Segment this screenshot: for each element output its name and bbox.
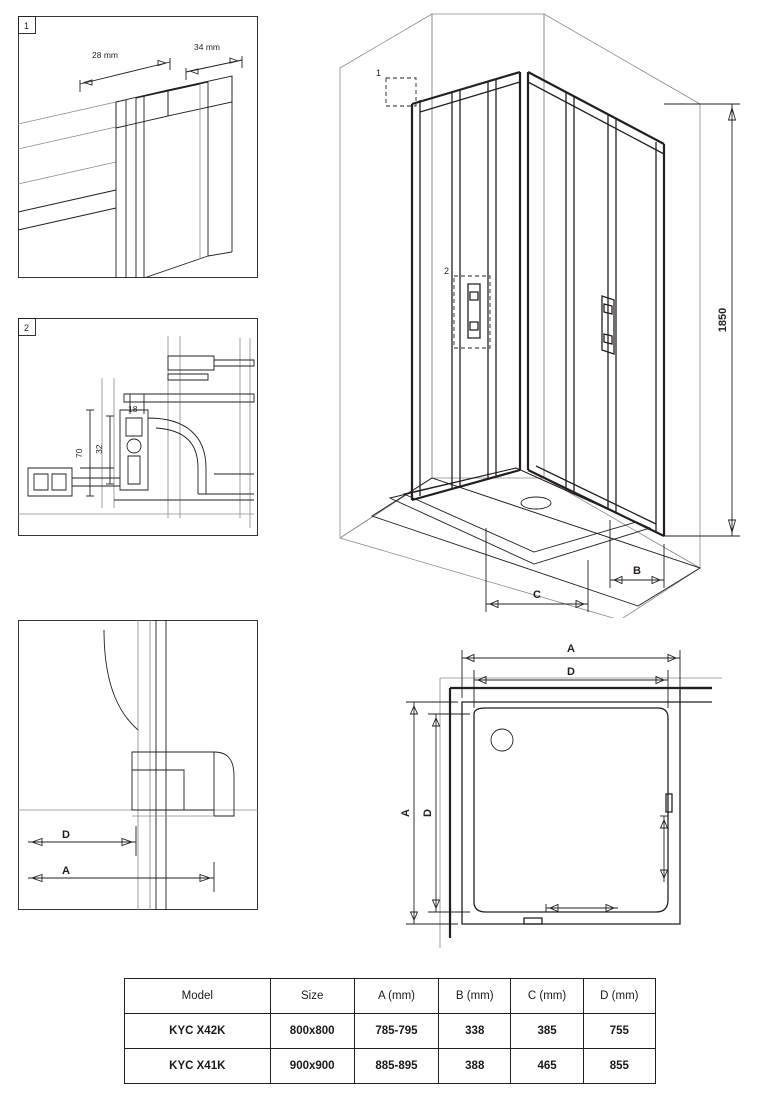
detail-2-dim-18: 18 [128,404,138,414]
table-header-c: C (mm) [511,979,583,1014]
spec-table [124,978,656,1084]
main-callout-2: 2 [444,266,450,276]
table-cell-c: 385 [511,1014,583,1049]
main-dim-1850: 1850 [717,307,729,333]
table-cell-size: 900x900 [270,1049,354,1084]
table-cell-a: 885-895 [354,1049,438,1084]
plan-dim-d-left: D [422,809,434,817]
table-header-a: A (mm) [354,979,438,1014]
plan-dim-a-left: A [400,809,412,817]
plan-dim-d-top: D [567,666,575,678]
detail-2-panel [18,318,258,536]
detail-1-badge: 1 [24,21,30,31]
table-row [125,1049,656,1084]
table-cell-size: 800x800 [270,1014,354,1049]
table-cell-b: 388 [439,1049,511,1084]
table-cell-c: 465 [511,1049,583,1084]
table-row [125,1014,656,1049]
detail-1-panel [18,16,258,278]
detail-3-dim-d: D [62,829,70,841]
detail-2-dim-32: 32 [94,444,104,454]
spec-table-wrapper [124,978,656,1084]
main-dim-c: C [533,589,541,601]
table-header-model: Model [125,979,271,1014]
detail-2-dim-70: 70 [74,448,84,458]
main-dim-b: B [633,565,641,577]
detail-1-dim-34mm: 34 mm [194,42,220,52]
plan-view [396,636,736,956]
plan-dim-a-top: A [567,643,575,655]
main-callout-1-box [386,78,416,106]
table-cell-a: 785-795 [354,1014,438,1049]
table-cell-d: 855 [583,1049,655,1084]
detail-2-badge: 2 [24,323,30,333]
main-callout-1: 1 [376,68,382,78]
detail-1-dim-28mm: 28 mm [92,50,118,60]
main-isometric-view [320,8,770,618]
table-header-b: B (mm) [439,979,511,1014]
table-cell-b: 338 [439,1014,511,1049]
table-header-row [125,979,656,1014]
table-header-size: Size [270,979,354,1014]
table-cell-model: KYC X41K [125,1049,271,1084]
table-cell-model: KYC X42K [125,1014,271,1049]
table-cell-d: 755 [583,1014,655,1049]
detail-3-dim-a: A [62,865,70,877]
table-header-d: D (mm) [583,979,655,1014]
detail-3-panel [18,620,258,910]
